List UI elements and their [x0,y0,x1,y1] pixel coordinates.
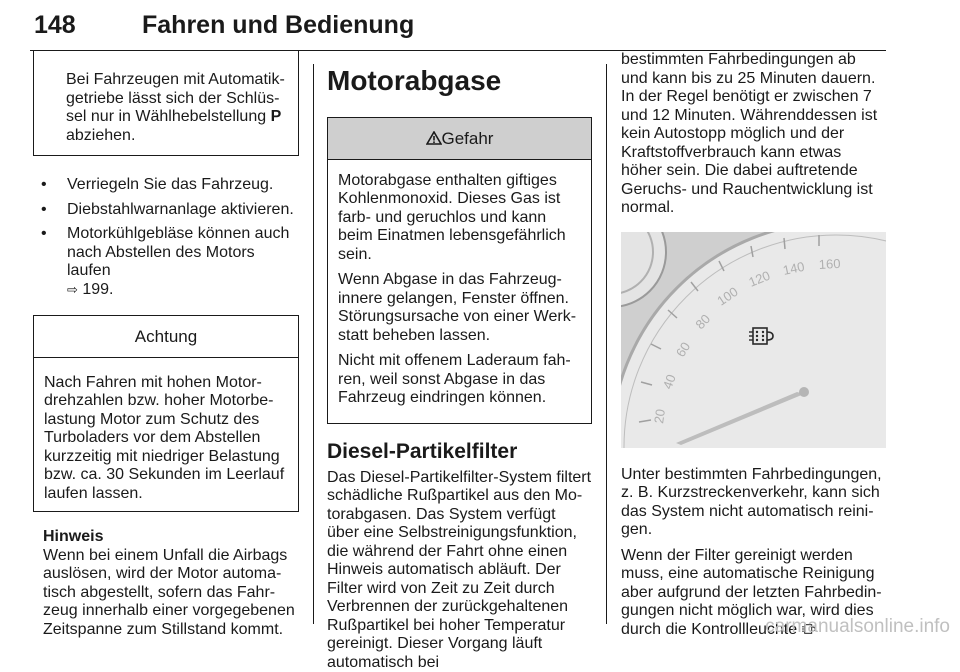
continued-notice-box [33,51,299,156]
danger-paragraph: Wenn Abgase in das Fahrzeuginnere gelangen, Fenster öffnen. Störungsursache von einer Werkstatt beheben lassen. [338,271,581,345]
column-right [621,51,886,646]
bullet-list [33,176,299,299]
danger-paragraph: Motorabgase enthalten giftiges Kohlenmonoxid. Dieses Gas ist farb- und geruchlos und kann beim Einatmen lebensgefährlich sein. [338,172,581,265]
list-item: • Verriegeln Sie das Fahrzeug. [33,176,299,195]
notice-text: Bei Fahrzeugen mit Automatikgetriebe lässt sich der Schlüssel nur in Wählhebelstellung [66,71,285,125]
caution-box [33,315,299,512]
column-middle [327,51,592,672]
danger-header [328,118,591,160]
body-paragraph: Wenn der Filter gereinigt werden muss, eine automatische Reinigung aber aufgrund der letzten Fahrbedingungen nicht möglich war, wird dies durch die Kontrollleuchte [621,547,886,640]
caution-title: Achtung [34,316,298,358]
speedometer-illustration [621,232,886,448]
page-reference-arrow-icon: ⇨ [67,282,78,297]
list-item: • Diebstahlwarnanlage aktivieren. [33,201,299,220]
section-heading: Motorabgase [327,65,592,97]
gauge-label: 160 [818,255,840,271]
note [33,528,299,639]
subsection-heading: Diesel-Partikelfilter [327,440,592,464]
danger-paragraph: Nicht mit offenem Laderaum fahren, weil sonst Abgase in das Fahrzeug eindringen können. [338,352,581,408]
gauge-label: 80 [692,311,713,332]
list-item: • Motorkühlgebläse können auch nach Abstellen des Motors laufen ⇨ 199. [33,225,299,299]
body-paragraph: Unter bestimmten Fahrbedingungen, z. B. Kurzstreckenverkehr, kann sich das System nicht automatisch reinigen. [621,466,886,540]
watermark: carmanualsonline.info [765,616,950,638]
body-text: bestimmten Fahrbedingungen ab und kann bis zu 25 Minuten dauern. In der Regel benötigt er zwischen 7 und 12 Minuten. Währenddessen ist kein Autostopp möglich und der Kraftstoffverbrauch kann etwas höher sein. Die dabei auftretende Geruchs- und Rauchentwicklung ist normal. [621,51,886,218]
gear-position-p: P [271,108,282,125]
page-number: 148 [34,11,76,40]
danger-box [327,117,592,424]
notice-text-tail: abziehen. [66,127,135,144]
note-text: Wenn bei einem Unfall die Airbags auslösen, wird der Motor automatisch abgestellt, sofern das Fahrzeug innerhalb einer vorgegebenen Zeitspanne zum Stillstand kommt. [43,547,299,640]
gauge-label: 60 [673,339,693,359]
gauge-label: 40 [660,372,679,391]
gauge-label: 100 [714,283,740,308]
page-reference-link[interactable]: 199. [82,281,113,298]
gauge-label: 140 [782,258,806,277]
danger-body [328,160,591,423]
column-divider [313,64,314,624]
caution-text: Nach Fahren mit hohen Motordrehzahlen bzw. hoher Motorbelastung Motor zum Schutz des Turboladers vor dem Abstellen kurzzeitig mit niedriger Belastung bzw. ca. 30 Sekunden im Leerlauf laufen lassen. [34,358,298,512]
page-header [30,0,886,52]
column-left [33,51,299,639]
gauge-label: 120 [747,267,773,289]
chapter-title: Fahren und Bedienung [142,11,414,40]
column-divider [606,64,607,624]
note-title: Hinweis [43,528,299,547]
instrument-cluster-figure [621,232,886,448]
gauge-label: 20 [651,408,668,424]
body-text: Das Diesel-Partikelfilter-System filtert schädliche Rußpartikel aus den Motorabgasen. Das System verfügt über eine Selbstreinigungsfunktion, die während der Fahrt ohne einen Hinweis automatisch abläuft. Der Filter wird von Zeit zu Zeit durch Verbrennen der zurückgehaltenen Rußpartikel bei hoher Temperatur gereinigt. Dieser Vorgang läuft automatisch bei [327,469,592,672]
danger-title: Gefahr [442,129,494,148]
warning-triangle-icon [426,131,442,145]
